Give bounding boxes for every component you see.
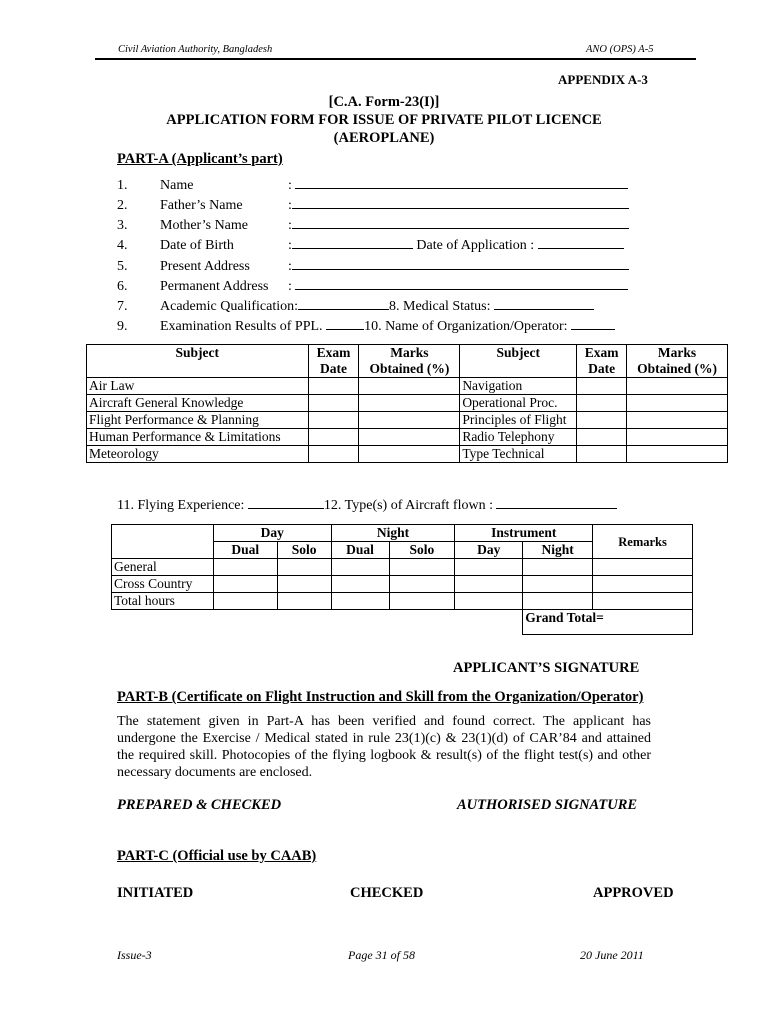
- present-address-input-line[interactable]: [292, 256, 629, 270]
- instrument-night-header: Night: [523, 542, 593, 559]
- table-row: [87, 378, 728, 395]
- mothers-name-input-line[interactable]: [292, 215, 629, 229]
- subject-cell: Navigation: [460, 378, 577, 395]
- academic-qualification-input-line[interactable]: [298, 296, 389, 310]
- part-c-heading: PART-C (Official use by CAAB): [117, 848, 317, 864]
- applicant-signature-label: APPLICANT’S SIGNATURE: [453, 660, 640, 676]
- row-label: Cross Country: [112, 576, 214, 593]
- marks-cell[interactable]: [359, 429, 460, 446]
- exam-date-header-left: Exam Date: [308, 345, 359, 378]
- exam-date-cell[interactable]: [308, 395, 359, 412]
- day-group-header: Day: [213, 525, 331, 542]
- field-flying-experience: 11. Flying Experience: 12. Type(s) of Aircraft flown :: [117, 495, 617, 513]
- medical-status-input-line[interactable]: [494, 296, 594, 310]
- row-label: Total hours: [112, 593, 214, 610]
- header-right: ANO (OPS) A-5: [586, 44, 654, 55]
- night-dual-header: Dual: [331, 542, 389, 559]
- appendix-label: APPENDIX A-3: [558, 72, 648, 87]
- exam-results-table: [86, 344, 728, 463]
- subject-cell: Type Technical: [460, 446, 577, 463]
- day-solo-header: Solo: [277, 542, 331, 559]
- subject-header-left: Subject: [87, 345, 309, 378]
- night-solo-header: Solo: [389, 542, 455, 559]
- exam-results-input-line[interactable]: [326, 316, 364, 330]
- marks-cell[interactable]: [627, 395, 728, 412]
- part-a-heading: PART-A (Applicant’s part): [117, 151, 283, 167]
- grand-total-row: [112, 610, 693, 635]
- field-mothers-name: 3. Mother’s Name :: [117, 215, 629, 233]
- field-academic-qualification: 7. Academic Qualification: 8. Medical Status:: [117, 296, 594, 314]
- approved-label: APPROVED: [593, 885, 674, 901]
- table-row: [87, 429, 728, 446]
- table-row: [87, 412, 728, 429]
- name-input-line[interactable]: [295, 175, 628, 189]
- marks-cell[interactable]: [627, 429, 728, 446]
- subject-cell: Aircraft General Knowledge: [87, 395, 309, 412]
- dob-input-line[interactable]: [292, 235, 413, 249]
- exam-date-cell[interactable]: [308, 446, 359, 463]
- marks-cell[interactable]: [627, 378, 728, 395]
- exam-date-cell[interactable]: [308, 412, 359, 429]
- instrument-group-header: Instrument: [455, 525, 593, 542]
- authorised-signature-label: AUTHORISED SIGNATURE: [457, 797, 638, 813]
- exam-date-cell[interactable]: [577, 378, 627, 395]
- remarks-header: Remarks: [593, 525, 693, 559]
- marks-cell[interactable]: [627, 446, 728, 463]
- marks-header-left: Marks Obtained (%): [359, 345, 460, 378]
- field-date-of-birth: 4. Date of Birth : Date of Application :: [117, 235, 624, 253]
- prepared-checked-label: PREPARED & CHECKED: [117, 797, 282, 813]
- flying-experience-table: [111, 524, 693, 635]
- exam-table-header: [87, 345, 728, 378]
- instrument-day-header: Day: [455, 542, 523, 559]
- field-present-address: 5. Present Address :: [117, 256, 629, 274]
- field-permanent-address: 6. Permanent Address :: [117, 276, 628, 294]
- footer-page-number: Page 31 of 58: [348, 948, 415, 962]
- footer-issue: Issue-3: [117, 948, 152, 962]
- exam-date-cell[interactable]: [577, 412, 627, 429]
- checked-label: CHECKED: [350, 885, 424, 901]
- organization-input-line[interactable]: [571, 316, 615, 330]
- form-number: [C.A. Form-23(I)]: [328, 94, 440, 110]
- exam-date-cell[interactable]: [308, 429, 359, 446]
- part-b-heading: PART-B (Certificate on Flight Instruction and Skill from the Organization/Operator): [117, 689, 644, 705]
- header-left: Civil Aviation Authority, Bangladesh: [118, 44, 273, 55]
- marks-cell[interactable]: [359, 378, 460, 395]
- field-examination-results: 9. Examination Results of PPL. 10. Name of Organization/Operator:: [117, 316, 615, 334]
- day-dual-header: Dual: [213, 542, 277, 559]
- table-row: [112, 576, 693, 593]
- row-label: General: [112, 559, 214, 576]
- subject-cell: Meteorology: [87, 446, 309, 463]
- exam-date-cell[interactable]: [577, 429, 627, 446]
- grand-total-cell[interactable]: Grand Total=: [523, 610, 693, 635]
- subject-cell: Principles of Flight: [460, 412, 577, 429]
- form-title-line1: APPLICATION FORM FOR ISSUE OF PRIVATE PILOT LICENCE: [166, 112, 602, 128]
- exam-date-cell[interactable]: [308, 378, 359, 395]
- exam-date-cell[interactable]: [577, 446, 627, 463]
- table-row: [87, 395, 728, 412]
- subject-cell: Human Performance & Limitations: [87, 429, 309, 446]
- marks-cell[interactable]: [359, 395, 460, 412]
- part-b-statement: The statement given in Part-A has been verified and found correct. The applicant has undergone the Exercise / Medical stated in rule 23(1)(c) & 23(1)(d) of CAR’84 and attained the required skill. Photocopies of the flying logbook & result(s) of the flight test(s) and other necessary documents are enclosed.: [117, 714, 651, 780]
- flying-table-group-header: [112, 525, 693, 542]
- initiated-label: INITIATED: [117, 885, 194, 901]
- form-title-line2: (AEROPLANE): [333, 130, 435, 146]
- date-of-application-input-line[interactable]: [538, 235, 624, 249]
- marks-cell[interactable]: [359, 412, 460, 429]
- footer-date: 20 June 2011: [580, 948, 644, 962]
- subject-cell: Operational Proc.: [460, 395, 577, 412]
- aircraft-type-input-line[interactable]: [496, 495, 617, 509]
- table-row: [87, 446, 728, 463]
- table-row: [112, 593, 693, 610]
- exam-date-cell[interactable]: [577, 395, 627, 412]
- subject-cell: Air Law: [87, 378, 309, 395]
- marks-cell[interactable]: [627, 412, 728, 429]
- permanent-address-input-line[interactable]: [295, 276, 628, 290]
- marks-cell[interactable]: [359, 446, 460, 463]
- header-rule: [95, 58, 696, 60]
- night-group-header: Night: [331, 525, 455, 542]
- marks-header-right: Marks Obtained (%): [627, 345, 728, 378]
- field-name: 1. Name :: [117, 175, 628, 193]
- subject-cell: Radio Telephony: [460, 429, 577, 446]
- subject-header-right: Subject: [460, 345, 577, 378]
- fathers-name-input-line[interactable]: [292, 195, 629, 209]
- subject-cell: Flight Performance & Planning: [87, 412, 309, 429]
- flying-experience-input-line[interactable]: [248, 495, 324, 509]
- field-fathers-name: 2. Father’s Name :: [117, 195, 629, 213]
- table-row: [112, 559, 693, 576]
- exam-date-header-right: Exam Date: [577, 345, 627, 378]
